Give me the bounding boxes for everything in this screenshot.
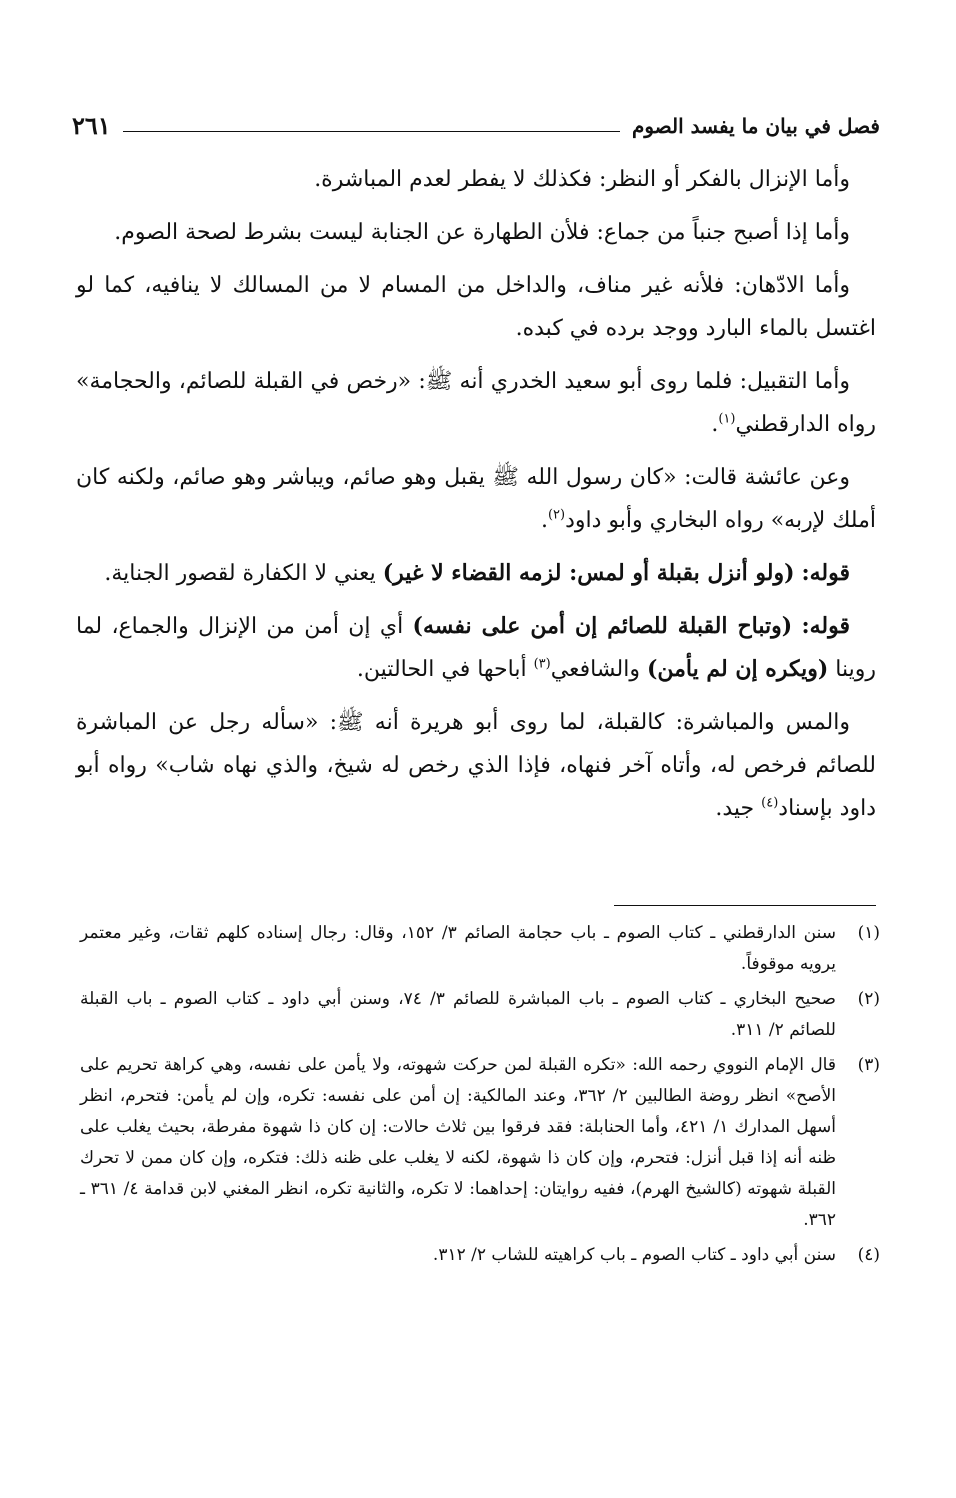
paragraph-end: جيد. xyxy=(715,796,762,821)
commentary-text: والشافعي xyxy=(550,657,647,682)
footnote-ref: (٤) xyxy=(761,795,779,811)
footnote-text: سنن الدارقطني ـ كتاب الصوم ـ باب حجامة الصائم ٣/ ١٥٢، وقال: رجال إسناده كلهم ثقات، وغير معتمر يرويه موقوفاً. xyxy=(80,923,836,974)
footnote-number: (٣) xyxy=(857,1055,880,1075)
commentary-text: أباحها في الحالتين. xyxy=(356,657,534,682)
paragraph-text: وأما التقبيل: فلما روى أبو سعيد الخدري أنه ﷺ: «رخص في القبلة للصائم، والحجامة» رواه الدارقطني xyxy=(76,369,876,437)
footnote xyxy=(80,1050,880,1236)
footnote xyxy=(80,1240,880,1271)
main-text xyxy=(76,158,876,840)
running-header xyxy=(72,100,880,140)
footnote-number: (٢) xyxy=(857,989,880,1009)
paragraph-end: . xyxy=(540,508,548,533)
footnote-text: صحيح البخاري ـ كتاب الصوم ـ باب المباشرة للصائم ٣/ ٧٤، وسنن أبي داود ـ كتاب الصوم ـ باب القبلة للصائم ٢/ ٣١١. xyxy=(80,989,836,1040)
footnote-ref: (١) xyxy=(718,411,736,427)
paragraph-text: وعن عائشة قالت: «كان رسول الله ﷺ يقبل وهو صائم، ويباشر وهو صائم، ولكنه كان أملك لإربه» رواه البخاري وأبو داود xyxy=(76,465,876,533)
matn-quote: (ويكره إن لم يأمن) xyxy=(646,656,829,682)
paragraph xyxy=(76,701,876,830)
page-number: ٢٦١ xyxy=(72,111,111,140)
paragraph xyxy=(76,605,876,691)
paragraph xyxy=(76,360,876,446)
footnote-ref: (٣) xyxy=(533,656,551,672)
footnote-ref: (٢) xyxy=(547,507,566,523)
footnote-number: (٤) xyxy=(857,1245,880,1265)
chapter-title: فصل في بيان ما يفسد الصوم xyxy=(631,114,880,138)
footnote xyxy=(80,918,880,980)
footnote-number: (١) xyxy=(857,923,880,943)
paragraph: وأما الإنزال بالفكر أو النظر: فكذلك لا يفطر لعدم المباشرة. xyxy=(314,167,850,192)
footnote-text: سنن أبي داود ـ كتاب الصوم ـ باب كراهيته للشاب ٢/ ٣١٢. xyxy=(432,1245,836,1265)
commentary-text: يعني لا الكفارة لقصور الجناية. xyxy=(104,561,383,586)
paragraph-end: . xyxy=(711,412,719,437)
paragraph: وأما الادّهان: فلأنه غير مناف، والداخل من المسام لا من المسالك لا ينافيه، كما لو اغتسل بالماء البارد ووجد برده في كبده. xyxy=(76,273,876,341)
matn-quote: (ولو أنزل بقبلة أو لمس: لزمه القضاء لا غير) xyxy=(382,560,795,586)
paragraph-text: والمس والمباشرة: كالقبلة، لما روى أبو هريرة أنه ﷺ: «سأله رجل عن المباشرة للصائم فرخص له، وأتاه آخر فنهاه، فإذا الذي رخص له شيخ، والذي نهاه شاب» رواه أبو داود بإسناد xyxy=(76,710,876,821)
footnote-separator xyxy=(614,905,876,906)
paragraph: وأما إذا أصبح جنباً من جماع: فلأن الطهارة عن الجنابة ليست بشرط لصحة الصوم. xyxy=(114,220,850,245)
commentary-text: أي إن أمن من الإنزال والجماع، لما روينا xyxy=(76,614,876,682)
header-rule xyxy=(123,131,620,132)
qawluhu-lead: قوله: xyxy=(801,613,851,639)
footnote xyxy=(80,984,880,1046)
paragraph xyxy=(76,456,876,542)
matn-quote: (وتباح القبلة للصائم إن أمن على نفسه) xyxy=(412,613,793,639)
paragraph xyxy=(76,552,876,595)
footnote-text: قال الإمام النووي رحمه الله: «تكره القبلة لمن حركت شهوته، ولا يأمن على نفسه، وهي كراهة تحريم على الأصح» انظر روضة الطالبين ٢/ ٣٦٢، وعند المالكية: إن أمن على نفسه: تكره، وإن لم يأمن: فتحرم، انظر أسهل المدارك ١/ ٤٢١، وأما الحنابلة: فقد فرقوا بين ثلاث حالات: إن كان ذا شهوة مفرطة، بحيث يغلب على ظنه أنه إذا قبل أنزل: فتحرم، وإن كان ذا شهوة، لكنه لا يغلب على ظنه ذلك: فتكره، وإن كان ممن لا تحرك القبلة شهوته (كالشيخ الهرم)، ففيه روايتان: إحداهما: لا تكره، والثانية تكره، انظر المغني لابن قدامة ٤/ ٣٦١ ـ ٣٦٢. xyxy=(80,1055,836,1230)
qawluhu-lead: قوله: xyxy=(801,560,850,586)
footnotes xyxy=(80,918,880,1275)
